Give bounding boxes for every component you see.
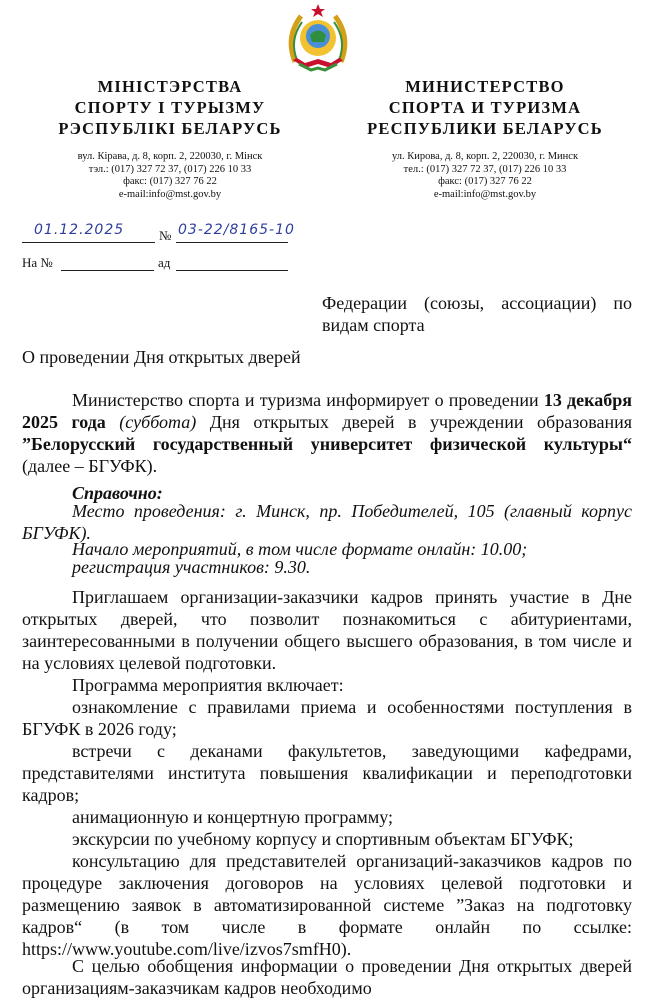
reference-heading: Справочно: bbox=[72, 483, 163, 503]
incoming-date-underline bbox=[176, 270, 288, 271]
incoming-date-label: ад bbox=[158, 255, 171, 270]
incoming-number-label: На № bbox=[22, 255, 53, 270]
program-intro: Программа мероприятия включает: bbox=[72, 675, 344, 695]
org-name-line: СПОРТУ І ТУРЫЗМУ bbox=[74, 98, 266, 117]
intro-paragraph bbox=[22, 389, 632, 477]
addressee: Федерации (союзы, ассоциации) по видам спорта bbox=[322, 293, 632, 335]
address-line: вул. Кірава, д. 8, корп. 2, 220030, г. Мінск bbox=[77, 151, 263, 162]
university-name: ”Белорусский государственный университет физической культуры“ bbox=[22, 434, 632, 454]
org-name-line: РЕСПУБЛИКИ БЕЛАРУСЬ bbox=[367, 119, 603, 138]
address-line: тэл.: (017) 327 72 37, (017) 226 10 33 bbox=[88, 163, 252, 175]
number-underline bbox=[176, 242, 288, 243]
intro-text: Дня открытых дверей в учреждении образования bbox=[196, 412, 632, 432]
invitation-paragraph: Приглашаем организации-заказчики кадров принять участие в Дне открытых дверей, что позволит познакомиться с абитуриентами, заинтересованными в получении общего высшего образования, в том числе и на условиях целевой подготовки. bbox=[22, 587, 632, 673]
program-item: консультацию для представителей организаций-заказчиков кадров по процедуре заключения договоров на условиях целевой подготовки и размещению заявок в автоматизированной системе ”Заказ на подготовку кадров“ (в том числе в формате онлайн по ссылке: https://www.youtube.com/live/izvos7smfH0). bbox=[22, 851, 632, 959]
event-date: 13 декабря 2025 года bbox=[22, 390, 632, 432]
org-name-line: МИНИСТЕРСТВО bbox=[405, 77, 565, 96]
org-name-belarusian bbox=[20, 76, 320, 139]
org-name-russian bbox=[335, 76, 635, 139]
intro-text: Министерство спорта и туризма информирует о проведении bbox=[72, 390, 544, 410]
address-russian bbox=[335, 151, 635, 201]
address-line: тел.: (017) 327 72 37, (017) 226 10 33 bbox=[403, 163, 567, 175]
outgoing-date: 01.12.2025 bbox=[34, 222, 125, 238]
program-item: анимационную и концертную программу; bbox=[72, 807, 393, 827]
address-line: ул. Кирова, д. 8, корп. 2, 220030, г. Минск bbox=[391, 151, 579, 162]
closing-paragraph: С целью обобщения информации о проведении Дня открытых дверей организациям-заказчикам кадров необходимо bbox=[22, 956, 632, 998]
program-item: экскурсии по учебному корпусу и спортивным объектам БГУФК; bbox=[72, 829, 574, 849]
address-line: e-mail:info@mst.gov.by bbox=[433, 188, 537, 200]
number-sign: № bbox=[159, 228, 172, 243]
event-weekday: (суббота) bbox=[105, 412, 197, 432]
org-name-line: МІНІСТЭРСТВА bbox=[97, 77, 243, 96]
reference-registration-time: регистрация участников: 9.30. bbox=[72, 557, 311, 577]
reference-start-time: Начало мероприятий, в том числе формате онлайн: 10.00; bbox=[72, 539, 528, 559]
program-item: встречи с деканами факультетов, заведующими кафедрами, представителями института повышения квалификации и переподготовки кадров; bbox=[22, 741, 632, 805]
org-name-line: РЭСПУБЛІКІ БЕЛАРУСЬ bbox=[58, 119, 282, 138]
program-item: ознакомление с правилами приема и особенностями поступления в БГУФК в 2026 году; bbox=[22, 697, 632, 739]
address-belarusian bbox=[20, 151, 320, 201]
incoming-number-underline bbox=[61, 270, 154, 271]
address-line: факс: (017) 327 76 22 bbox=[438, 176, 532, 187]
date-underline bbox=[22, 242, 155, 243]
subject-line: О проведении Дня открытых дверей bbox=[22, 347, 301, 367]
reference-venue: Место проведения: г. Минск, пр. Победителей, 105 (главный корпус БГУФК). bbox=[22, 501, 632, 543]
state-emblem bbox=[283, 2, 353, 74]
org-name-line: СПОРТА И ТУРИЗМА bbox=[388, 98, 582, 117]
address-line: факс: (017) 327 76 22 bbox=[123, 176, 217, 187]
intro-text: (далее – БГУФК). bbox=[22, 456, 158, 476]
outgoing-number: 03-22/8165-10 bbox=[178, 222, 295, 238]
address-line: e-mail:info@mst.gov.by bbox=[118, 188, 222, 200]
